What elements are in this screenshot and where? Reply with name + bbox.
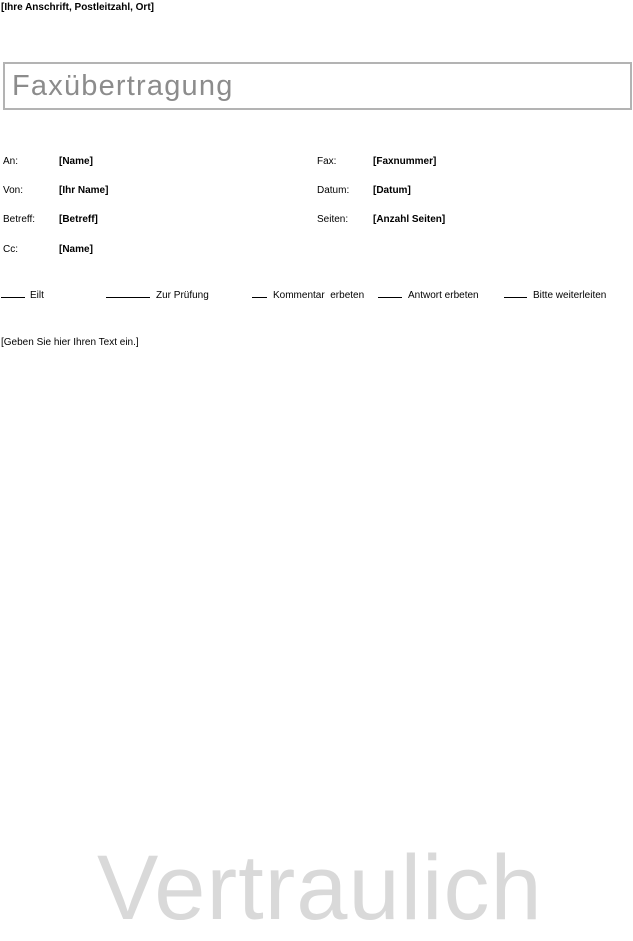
pages-value[interactable]: [Anzahl Seiten] bbox=[373, 214, 446, 225]
pages-label: Seiten: bbox=[317, 214, 349, 225]
cc-value[interactable]: [Name] bbox=[59, 244, 93, 255]
date-value[interactable]: [Datum] bbox=[373, 185, 411, 196]
comment-label: Kommentar erbeten bbox=[273, 290, 365, 301]
urgent-checkbox-line[interactable] bbox=[1, 286, 25, 298]
page-title[interactable]: Faxübertragung bbox=[12, 70, 234, 102]
from-value[interactable]: [Ihr Name] bbox=[59, 185, 109, 196]
from-label: Von: bbox=[3, 185, 24, 196]
fax-label: Fax: bbox=[317, 156, 337, 167]
reply-checkbox-line[interactable] bbox=[378, 286, 402, 298]
subject-value[interactable]: [Betreff] bbox=[59, 214, 98, 225]
review-checkbox-line[interactable] bbox=[106, 286, 150, 298]
comment-checkbox-line[interactable] bbox=[252, 286, 267, 298]
option-forward[interactable] bbox=[504, 286, 606, 301]
title-box bbox=[3, 62, 632, 110]
subject-label: Betreff: bbox=[3, 214, 36, 225]
forward-checkbox-line[interactable] bbox=[504, 286, 527, 298]
urgent-label: Eilt bbox=[30, 290, 44, 301]
review-label: Zur Prüfung bbox=[156, 290, 209, 301]
forward-label: Bitte weiterleiten bbox=[533, 290, 607, 301]
to-label: An: bbox=[3, 156, 19, 167]
fax-value[interactable]: [Faxnummer] bbox=[373, 156, 437, 167]
date-label: Datum: bbox=[317, 185, 350, 196]
confidential-watermark: Vertraulich bbox=[97, 837, 543, 939]
option-reply[interactable] bbox=[378, 286, 479, 301]
cc-label: Cc: bbox=[3, 244, 18, 255]
option-comment[interactable] bbox=[252, 286, 364, 301]
to-value[interactable]: [Name] bbox=[59, 156, 93, 167]
sender-address[interactable]: [Ihre Anschrift, Postleitzahl, Ort] bbox=[1, 2, 154, 13]
message-body[interactable]: [Geben Sie hier Ihren Text ein.] bbox=[1, 337, 139, 348]
reply-label: Antwort erbeten bbox=[408, 290, 479, 301]
option-review[interactable] bbox=[106, 286, 209, 301]
option-urgent[interactable] bbox=[1, 286, 44, 301]
